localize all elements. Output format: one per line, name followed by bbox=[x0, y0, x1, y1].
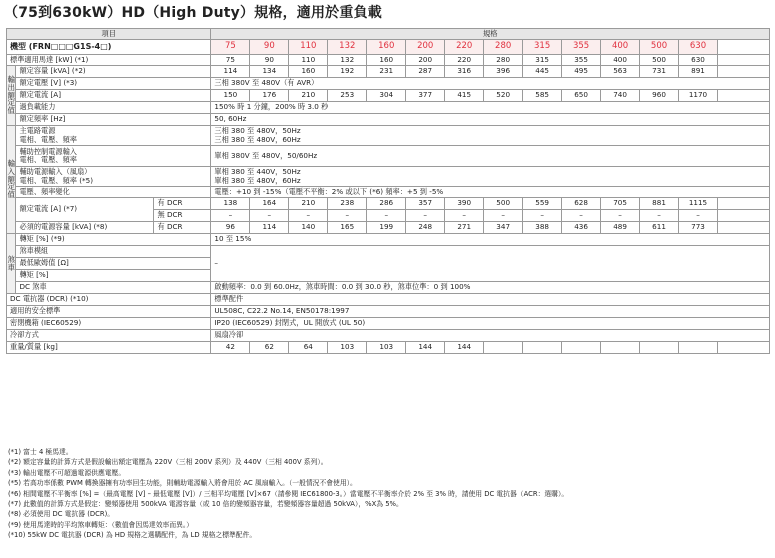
weight-value: 144 bbox=[445, 342, 484, 354]
weight-value bbox=[523, 342, 562, 354]
weight-value: 42 bbox=[211, 342, 250, 354]
dc-braking-row bbox=[7, 282, 770, 294]
with-dcr-value: 138 bbox=[211, 198, 250, 210]
brake-module-label: 煞車模組 bbox=[16, 246, 211, 258]
with-dcr-value: 164 bbox=[250, 198, 289, 210]
without-dcr-value: – bbox=[484, 210, 523, 222]
current-value: 960 bbox=[640, 90, 679, 102]
variation-label: 電壓、頻率變化 bbox=[16, 187, 211, 198]
required-capacity-value: 114 bbox=[250, 222, 289, 234]
capacity-value: 192 bbox=[328, 66, 367, 78]
required-capacity-value: 248 bbox=[406, 222, 445, 234]
header-spec: 規格 bbox=[211, 29, 770, 40]
footnote: (*8) 必須使用 DC 電抗器 (DCR)。 bbox=[8, 510, 115, 519]
enclosure-label: 密閉機箱 (IEC60529) bbox=[7, 318, 211, 330]
without-dcr-value: – bbox=[523, 210, 562, 222]
dcr-label: DC 電抗器 (DCR) (*10) bbox=[7, 294, 211, 306]
weight-value: 103 bbox=[328, 342, 367, 354]
cooling-label: 冷卻方式 bbox=[7, 330, 211, 342]
main-power-value-line2: 三相 380 至 480V，60Hz bbox=[214, 134, 301, 144]
motor-value: 500 bbox=[640, 55, 679, 66]
weight-value: 144 bbox=[406, 342, 445, 354]
required-capacity-value: 773 bbox=[679, 222, 718, 234]
model-value: 280 bbox=[484, 40, 523, 55]
weight-label: 重量/質量 [kg] bbox=[7, 342, 211, 354]
main-power-label-line1: 主電路電源 bbox=[19, 126, 56, 136]
model-value: 75 bbox=[211, 40, 250, 55]
blank-cell bbox=[717, 90, 769, 102]
model-value: 200 bbox=[406, 40, 445, 55]
enclosure-row bbox=[7, 318, 770, 330]
brake-torque-value: 10 至 15% bbox=[211, 234, 770, 246]
footnote: (*5) 若高功率係數 PWM 轉換器擁有功率回生功能，則輔助電源輸入將會用於 AC 風扇輸入。（一般情況不會使用）。 bbox=[8, 479, 357, 488]
without-dcr-value: – bbox=[445, 210, 484, 222]
required-capacity-value: 165 bbox=[328, 222, 367, 234]
blank-cell bbox=[717, 55, 769, 66]
weight-value: 103 bbox=[367, 342, 406, 354]
with-dcr-value: 705 bbox=[601, 198, 640, 210]
footnote: (*6) 相間電壓不平衡率 [%] =（最高電壓 [V] – 最低電壓 [V]）/ 三相平均電壓 [V]×67（請參閱 IEC61800-3。）當電壓不平衡率介於 2% 至 3% 時，請使用 DC 電抗器（ACR：選購）。 bbox=[8, 489, 569, 498]
output-current-label: 額定電流 [A] bbox=[16, 90, 211, 102]
blank-cell bbox=[717, 40, 769, 55]
current-value: 304 bbox=[367, 90, 406, 102]
footnote: (*9) 使用馬達時的平均煞車轉矩：（數值會因馬達效率而異。） bbox=[8, 520, 194, 529]
cooling-row bbox=[7, 330, 770, 342]
model-value: 90 bbox=[250, 40, 289, 55]
aux-fan-value-line1: 單相 380 至 440V，50Hz bbox=[214, 167, 301, 177]
motor-label: 標準適用馬達 [kW] (*1) bbox=[7, 55, 211, 66]
weight-value bbox=[484, 342, 523, 354]
blank-cell bbox=[717, 210, 769, 222]
required-capacity-row bbox=[7, 222, 770, 234]
brake-module-row bbox=[7, 246, 770, 258]
capacity-value: 396 bbox=[484, 66, 523, 78]
without-dcr-value: – bbox=[367, 210, 406, 222]
header-item: 項目 bbox=[7, 29, 211, 40]
current-value: 176 bbox=[250, 90, 289, 102]
model-label: 機型 (FRN□□□G1S-4□) bbox=[7, 40, 211, 55]
without-dcr-value: – bbox=[406, 210, 445, 222]
frequency-value: 50, 60Hz bbox=[211, 114, 770, 126]
capacity-value: 316 bbox=[445, 66, 484, 78]
current-value: 520 bbox=[484, 90, 523, 102]
output-voltage-label: 額定電壓 [V] (*3) bbox=[16, 78, 211, 90]
input-group-label: 輸入額定值 bbox=[7, 126, 16, 234]
capacity-value: 891 bbox=[679, 66, 718, 78]
with-dcr-label: 有 DCR bbox=[154, 198, 211, 210]
required-capacity-label: 必須的電源容量 [kVA] (*8) bbox=[16, 222, 154, 234]
aux-fan-value-line2: 單相 380 至 480V，60Hz bbox=[214, 175, 301, 185]
variation-value: 電壓：+10 到 -15%（電壓不平衡：2% 或以下 (*6) 頻率：+5 到 -5% bbox=[211, 187, 770, 198]
output-voltage-value: 三相 380V 至 480V（有 AVR） bbox=[211, 78, 770, 90]
with-dcr-value: 559 bbox=[523, 198, 562, 210]
main-power-label bbox=[16, 126, 211, 146]
braking-group-label: 煞車 bbox=[7, 234, 16, 294]
with-dcr-value: 286 bbox=[367, 198, 406, 210]
footnote: (*10) 55kW DC 電抗器 (DCR) 為 HD 規格之選購配件，為 LD 規格之標準配件。 bbox=[8, 531, 257, 540]
aux-fan-label-line2: 電相、電壓、頻率 (*5) bbox=[19, 175, 94, 185]
capacity-value: 114 bbox=[211, 66, 250, 78]
weight-value: 64 bbox=[289, 342, 328, 354]
output-group-label: 輸出額定值 bbox=[7, 66, 16, 126]
without-dcr-value: – bbox=[250, 210, 289, 222]
weight-value: 62 bbox=[250, 342, 289, 354]
model-value: 315 bbox=[523, 40, 562, 55]
required-capacity-value: 489 bbox=[601, 222, 640, 234]
footnotes bbox=[8, 447, 568, 541]
model-value: 132 bbox=[328, 40, 367, 55]
brake-torque-label: 轉矩 [%] (*9) bbox=[16, 234, 211, 246]
motor-value: 90 bbox=[250, 55, 289, 66]
motor-value: 355 bbox=[562, 55, 601, 66]
output-capacity-row bbox=[7, 66, 770, 78]
current-value: 740 bbox=[601, 90, 640, 102]
motor-value: 280 bbox=[484, 55, 523, 66]
dcr-value: 標準配件 bbox=[211, 294, 770, 306]
footnote: (*3) 輸出電壓不可超過電源供應電壓。 bbox=[8, 468, 126, 477]
model-value: 160 bbox=[367, 40, 406, 55]
header-row bbox=[7, 29, 770, 40]
model-row bbox=[7, 40, 770, 55]
main-power-value-line1: 三相 380 至 480V，50Hz bbox=[214, 126, 301, 136]
page-title: （75到630kW）HD（High Duty）規格，適用於重負載 bbox=[4, 5, 382, 21]
output-capacity-label: 額定容量 [kVA] (*2) bbox=[16, 66, 211, 78]
model-value: 110 bbox=[289, 40, 328, 55]
required-capacity-value: 271 bbox=[445, 222, 484, 234]
footnote: (*7) 此數值的計算方式是假定：變頻器使用 500kVA 電源容量（或 10 倍的變頻器容量，若變頻器容量超過 50kVA），%X為 5%。 bbox=[8, 500, 403, 509]
brake-torque2-label: 轉矩 [%] bbox=[16, 270, 211, 282]
brake-torque-row bbox=[7, 234, 770, 246]
dc-braking-value: 啟動頻率：0.0 到 60.0Hz，煞車時間：0.0 到 30.0 秒，煞車位準：0 到 100% bbox=[211, 282, 770, 294]
rated-current-label: 額定電流 [A] (*7) bbox=[16, 198, 154, 222]
aux-control-value: 單相 380V 至 480V，50/60Hz bbox=[211, 146, 770, 167]
aux-control-label-line1: 輔助控制電源輸入 bbox=[19, 146, 77, 156]
capacity-value: 134 bbox=[250, 66, 289, 78]
weight-value bbox=[640, 342, 679, 354]
aux-fan-row bbox=[7, 167, 770, 187]
model-value: 355 bbox=[562, 40, 601, 55]
footnote: (*1) 富士 4 極馬達。 bbox=[8, 448, 73, 456]
output-voltage-row bbox=[7, 78, 770, 90]
required-capacity-value: 611 bbox=[640, 222, 679, 234]
capacity-value: 231 bbox=[367, 66, 406, 78]
required-capacity-value: 199 bbox=[367, 222, 406, 234]
weight-row bbox=[7, 342, 770, 354]
motor-value: 630 bbox=[679, 55, 718, 66]
required-capacity-value: 96 bbox=[211, 222, 250, 234]
capacity-value: 287 bbox=[406, 66, 445, 78]
aux-fan-value bbox=[211, 167, 770, 187]
current-value: 650 bbox=[562, 90, 601, 102]
weight-value bbox=[679, 342, 718, 354]
with-dcr-value: 881 bbox=[640, 198, 679, 210]
required-capacity-value: 140 bbox=[289, 222, 328, 234]
variation-row bbox=[7, 187, 770, 198]
aux-fan-label bbox=[16, 167, 211, 187]
footnote: (*2) 額定容量的計算方式是假設輸出額定電壓為 220V（三相 200V 系列）及 440V（三相 400V 系列）。 bbox=[8, 458, 328, 467]
without-dcr-value: – bbox=[289, 210, 328, 222]
capacity-value: 563 bbox=[601, 66, 640, 78]
capacity-value: 495 bbox=[562, 66, 601, 78]
motor-value: 315 bbox=[523, 55, 562, 66]
dcr-row bbox=[7, 294, 770, 306]
aux-control-label-line2: 電相、電壓、頻率 bbox=[19, 155, 77, 164]
without-dcr-value: – bbox=[679, 210, 718, 222]
capacity-value: 160 bbox=[289, 66, 328, 78]
blank-cell bbox=[717, 66, 769, 78]
weight-value bbox=[601, 342, 640, 354]
required-capacity-value: 388 bbox=[523, 222, 562, 234]
with-dcr-value: 210 bbox=[289, 198, 328, 210]
safety-label: 適用的安全標準 bbox=[7, 306, 211, 318]
without-dcr-value: – bbox=[328, 210, 367, 222]
overload-row bbox=[7, 102, 770, 114]
main-power-label-line2: 電相、電壓、頻率 bbox=[19, 134, 77, 144]
safety-value: UL508C, C22.2 No.14, EN50178:1997 bbox=[211, 306, 770, 318]
motor-value: 110 bbox=[289, 55, 328, 66]
without-dcr-value: – bbox=[601, 210, 640, 222]
main-power-value bbox=[211, 126, 770, 146]
weight-value bbox=[562, 342, 601, 354]
required-capacity-sub: 有 DCR bbox=[154, 222, 211, 234]
model-value: 500 bbox=[640, 40, 679, 55]
with-dcr-value: 500 bbox=[484, 198, 523, 210]
current-value: 253 bbox=[328, 90, 367, 102]
blank-cell bbox=[717, 222, 769, 234]
dc-braking-label: DC 煞車 bbox=[16, 282, 211, 294]
without-dcr-value: – bbox=[640, 210, 679, 222]
capacity-value: 445 bbox=[523, 66, 562, 78]
motor-value: 220 bbox=[445, 55, 484, 66]
without-dcr-label: 無 DCR bbox=[154, 210, 211, 222]
frequency-row bbox=[7, 114, 770, 126]
overload-label: 過負載能力 bbox=[16, 102, 211, 114]
spec-table bbox=[6, 28, 770, 354]
main-power-row bbox=[7, 126, 770, 146]
required-capacity-value: 347 bbox=[484, 222, 523, 234]
overload-value: 150% 時 1 分鐘，200% 時 3.0 秒 bbox=[211, 102, 770, 114]
motor-value: 75 bbox=[211, 55, 250, 66]
motor-value: 160 bbox=[367, 55, 406, 66]
with-dcr-value: 357 bbox=[406, 198, 445, 210]
current-value: 210 bbox=[289, 90, 328, 102]
motor-value: 132 bbox=[328, 55, 367, 66]
with-dcr-value: 390 bbox=[445, 198, 484, 210]
model-value: 220 bbox=[445, 40, 484, 55]
blank-cell bbox=[717, 198, 769, 210]
min-resistance-label: 最低歐姆值 [Ω] bbox=[16, 258, 211, 270]
motor-value: 200 bbox=[406, 55, 445, 66]
capacity-value: 731 bbox=[640, 66, 679, 78]
rated-current-dcr-row bbox=[7, 198, 770, 210]
required-capacity-value: 436 bbox=[562, 222, 601, 234]
without-dcr-value: – bbox=[562, 210, 601, 222]
blank-cell bbox=[717, 342, 769, 354]
aux-fan-label-line1: 輔助電源輸入（風扇） bbox=[19, 167, 92, 177]
with-dcr-value: 1115 bbox=[679, 198, 718, 210]
with-dcr-value: 238 bbox=[328, 198, 367, 210]
with-dcr-value: 628 bbox=[562, 198, 601, 210]
current-value: 1170 bbox=[679, 90, 718, 102]
model-value: 630 bbox=[679, 40, 718, 55]
without-dcr-value: – bbox=[211, 210, 250, 222]
brake-module-value: – bbox=[211, 246, 770, 282]
model-value: 400 bbox=[601, 40, 640, 55]
output-current-row bbox=[7, 90, 770, 102]
current-value: 150 bbox=[211, 90, 250, 102]
safety-row bbox=[7, 306, 770, 318]
aux-control-label bbox=[16, 146, 211, 167]
aux-control-row bbox=[7, 146, 770, 167]
motor-value: 400 bbox=[601, 55, 640, 66]
current-value: 585 bbox=[523, 90, 562, 102]
current-value: 377 bbox=[406, 90, 445, 102]
enclosure-value: IP20 (IEC60529) 封閉式，UL 開放式 (UL 50) bbox=[211, 318, 770, 330]
frequency-label: 額定頻率 [Hz] bbox=[16, 114, 211, 126]
current-value: 415 bbox=[445, 90, 484, 102]
motor-row bbox=[7, 55, 770, 66]
cooling-value: 風扇冷卻 bbox=[211, 330, 770, 342]
